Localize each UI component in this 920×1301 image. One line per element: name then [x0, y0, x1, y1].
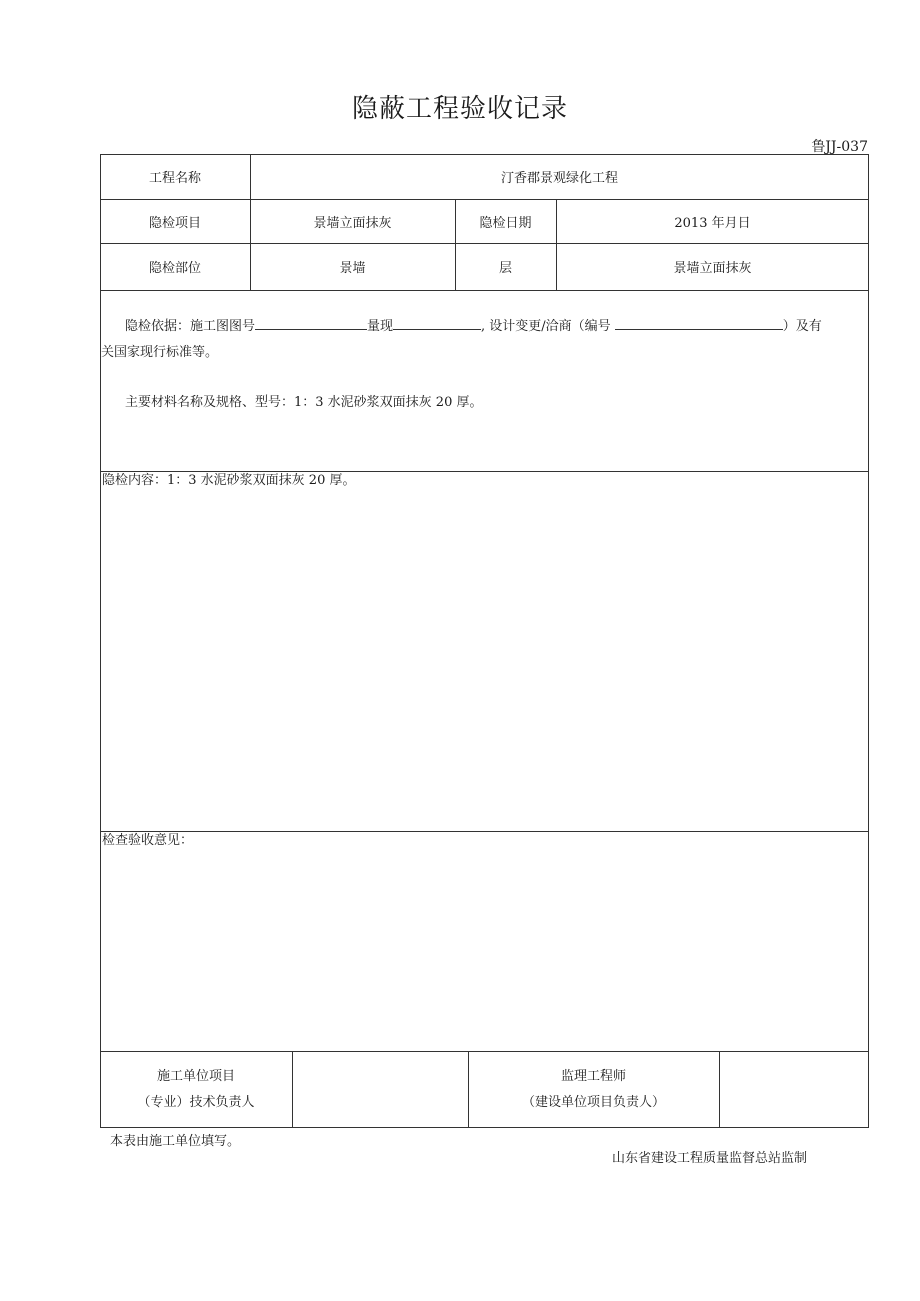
- project-name-value: 汀香郡景观绿化工程: [500, 171, 618, 186]
- drawing-number-blank: [255, 315, 367, 330]
- floor-value: 景墙立面抹灰: [673, 261, 752, 276]
- footer-note: 本表由施工单位填写。: [110, 1134, 241, 1149]
- supervisor-signer-label: [468, 1051, 719, 1128]
- basis-mid1: 量现: [367, 319, 394, 334]
- inspection-item-value: 景墙立面抹灰: [313, 215, 392, 231]
- contractor-line1: 施工单位项目: [156, 1068, 235, 1084]
- measure-blank: [393, 315, 481, 330]
- inspection-basis: [101, 314, 867, 366]
- basis-mid2: , 设计变更/洽商（编号: [481, 319, 611, 334]
- contractor-line2: （专业）技术负责人: [137, 1094, 255, 1110]
- acceptance-opinion-label: 检查验收意见：: [102, 833, 194, 848]
- inspection-content: 隐检内容：1：3 水泥砂浆双面抹灰 20 厚。: [102, 473, 356, 488]
- project-name-label: 工程名称: [148, 171, 201, 186]
- document-title: 隐蔽工程验收记录: [351, 94, 568, 124]
- change-number-blank: [615, 315, 783, 330]
- contractor-signature-field[interactable]: [292, 1051, 468, 1128]
- row-divider: [100, 290, 869, 291]
- basis-suffix: ）及有: [782, 319, 822, 334]
- inspection-location-value: 景墙: [339, 261, 366, 276]
- supervisor-signature-field[interactable]: [719, 1051, 869, 1128]
- floor-label: 层: [498, 261, 512, 276]
- supervisor-line2: （建设单位项目负责人）: [521, 1094, 665, 1110]
- materials-spec: 主要材料名称及规格、型号：1：3 水泥砂浆双面抹灰 20 厚。: [125, 395, 483, 410]
- record-table: [100, 154, 869, 1128]
- contractor-signer-label: [100, 1051, 292, 1128]
- inspection-item-label: 隐检项目: [148, 215, 201, 231]
- basis-prefix: 隐检依据：施工图图号: [125, 319, 256, 334]
- footer-org: 山东省建设工程质量监督总站监制: [612, 1151, 808, 1166]
- inspection-date-value: 2013 年月日: [674, 215, 751, 231]
- supervisor-line1: 监理工程师: [560, 1068, 626, 1084]
- inspection-location-label: 隐检部位: [148, 261, 201, 276]
- form-code: 鲁JJ-037: [811, 139, 868, 155]
- basis-line2: 关国家现行标准等。: [101, 345, 219, 360]
- inspection-date-label: 隐检日期: [479, 215, 532, 231]
